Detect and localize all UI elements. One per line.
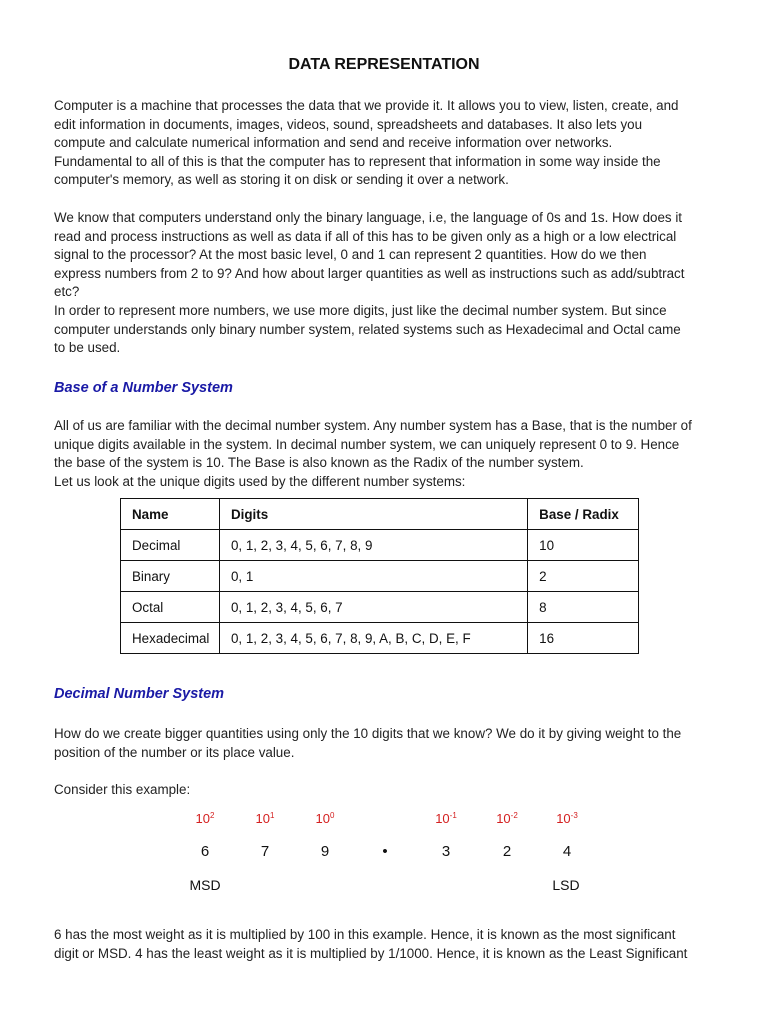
header-name: Name bbox=[121, 499, 220, 530]
number-systems-table bbox=[120, 498, 639, 654]
text-line: edit information in documents, images, videos, sound, spreadsheets and databases. It also lets you bbox=[54, 116, 643, 132]
cell-name: Decimal bbox=[121, 530, 220, 561]
text-line: We know that computers understand only the binary language, i.e, the language of 0s and 1s. How does it bbox=[54, 210, 683, 225]
section-heading-base: Base of a Number System bbox=[54, 380, 233, 396]
power-base: 10 bbox=[255, 811, 270, 826]
power-exponent: -1 bbox=[449, 811, 457, 820]
cell-base: 2 bbox=[528, 561, 639, 592]
cell-base: 10 bbox=[528, 530, 639, 561]
cell-base: 16 bbox=[528, 623, 639, 654]
text-line: digit or MSD. 4 has the least weight as it is multiplied by 1/1000. Hence, it is known as the Least Significant bbox=[54, 945, 688, 961]
text-line: etc? bbox=[54, 284, 80, 300]
table-row bbox=[121, 561, 639, 592]
table-row bbox=[121, 623, 639, 654]
table-row bbox=[121, 592, 639, 623]
text-line: to be used. bbox=[54, 340, 121, 356]
power-base: 10 bbox=[315, 811, 330, 826]
text-line: 6 has the most weight as it is multiplied by 100 in this example. Hence, it is known as the most significant bbox=[54, 927, 676, 942]
cell-name: Binary bbox=[121, 561, 220, 592]
place-digit: 6 bbox=[200, 843, 210, 860]
power-exponent: 0 bbox=[330, 811, 335, 820]
cell-digits: 0, 1, 2, 3, 4, 5, 6, 7 bbox=[219, 592, 527, 623]
power-base: 10 bbox=[496, 811, 511, 826]
example-intro bbox=[54, 781, 724, 800]
text-line: unique digits available in the system. In decimal number system, we can uniquely represent 0 to 9. Hence bbox=[54, 436, 680, 452]
power-exponent: 2 bbox=[210, 811, 215, 820]
text-line: All of us are familiar with the decimal number system. Any number system has a Base, that is the number of bbox=[54, 418, 692, 433]
place-digit: 9 bbox=[320, 843, 330, 860]
header-base: Base / Radix bbox=[528, 499, 639, 530]
place-power bbox=[547, 811, 587, 826]
cell-digits: 0, 1, 2, 3, 4, 5, 6, 7, 8, 9, A, B, C, D, E, F bbox=[219, 623, 527, 654]
lsd-label: LSD bbox=[552, 877, 580, 893]
text-line: Consider this example: bbox=[54, 782, 191, 797]
place-digit: 3 bbox=[441, 843, 451, 860]
text-line: position of the number or its place value. bbox=[54, 744, 295, 760]
place-digit: 2 bbox=[502, 843, 512, 860]
text-line: In order to represent more numbers, we use more digits, just like the decimal number system. But since bbox=[54, 302, 667, 318]
place-power bbox=[185, 811, 225, 826]
text-line: read and process instructions as well as data if all of this has to be given only as a high or a low electrical bbox=[54, 228, 677, 244]
text-line: signal to the processor? At the most basic level, 0 and 1 can represent 2 quantities. How do we then bbox=[54, 247, 647, 263]
section-heading-decimal: Decimal Number System bbox=[54, 686, 225, 702]
cell-name: Octal bbox=[121, 592, 220, 623]
intro-paragraph-2 bbox=[54, 209, 724, 358]
cell-base: 8 bbox=[528, 592, 639, 623]
cell-digits: 0, 1 bbox=[219, 561, 527, 592]
text-line: express numbers from 2 to 9? And how about larger quantities as well as instructions such as add/subtract bbox=[54, 265, 685, 281]
text-line: Fundamental to all of this is that the computer has to represent that information in some way inside the bbox=[54, 153, 661, 169]
decimal-point: • bbox=[382, 843, 388, 860]
decimal-paragraph bbox=[54, 725, 724, 762]
intro-paragraph-1 bbox=[54, 97, 724, 190]
msd-label: MSD bbox=[189, 877, 221, 893]
page-title: DATA REPRESENTATION bbox=[288, 56, 480, 73]
msd-paragraph bbox=[54, 926, 724, 963]
text-line: Let us look at the unique digits used by the different number systems: bbox=[54, 473, 466, 489]
power-exponent: 1 bbox=[270, 811, 275, 820]
place-power bbox=[487, 811, 527, 826]
text-line: How do we create bigger quantities using only the 10 digits that we know? We do it by giving weight to the bbox=[54, 726, 682, 741]
cell-digits: 0, 1, 2, 3, 4, 5, 6, 7, 8, 9 bbox=[219, 530, 527, 561]
power-exponent: -3 bbox=[570, 811, 578, 820]
table-row bbox=[121, 530, 639, 561]
table-header-row bbox=[121, 499, 639, 530]
place-power bbox=[426, 811, 466, 826]
place-digit: 7 bbox=[260, 843, 270, 860]
place-digit: 4 bbox=[562, 843, 572, 860]
text-line: computer's memory, as well as storing it on disk or sending it over a network. bbox=[54, 172, 509, 188]
header-digits: Digits bbox=[219, 499, 527, 530]
place-power bbox=[245, 811, 285, 826]
place-power bbox=[305, 811, 345, 826]
text-line: compute and calculate numerical information and send and receive information over networks. bbox=[54, 135, 613, 151]
power-base: 10 bbox=[435, 811, 450, 826]
base-paragraph bbox=[54, 417, 724, 491]
power-base: 10 bbox=[195, 811, 210, 826]
text-line: the base of the system is 10. The Base is also known as the Radix of the number system. bbox=[54, 455, 584, 471]
text-line: computer understands only binary number system, related systems such as Hexadecimal and Octal came bbox=[54, 321, 681, 337]
power-base: 10 bbox=[556, 811, 571, 826]
cell-name: Hexadecimal bbox=[121, 623, 220, 654]
power-exponent: -2 bbox=[510, 811, 518, 820]
text-line: Computer is a machine that processes the data that we provide it. It allows you to view, listen, create, and bbox=[54, 98, 679, 113]
